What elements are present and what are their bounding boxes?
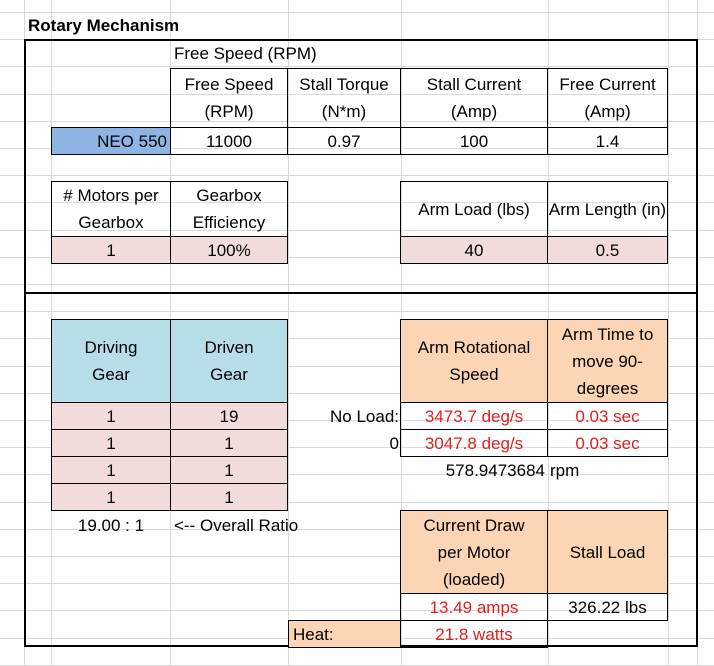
- no-load-label: No Load:: [330, 406, 399, 426]
- header-free-speed: Free Speed (RPM): [170, 68, 288, 128]
- driven-gear-input-2[interactable]: 1: [170, 429, 288, 457]
- arm-time-header: Arm Time to move 90-degrees: [547, 319, 668, 403]
- rpm-value: 578.9473684: [445, 460, 545, 480]
- current-draw-header: Current Draw per Motor (loaded): [400, 510, 548, 594]
- driving-gear-input-4[interactable]: 1: [51, 483, 171, 511]
- free-current-value[interactable]: 1.4: [547, 127, 668, 155]
- header-free-current: Free Current (Amp): [547, 68, 668, 128]
- arm-load-input[interactable]: 40: [400, 236, 548, 264]
- driving-gear-input-2[interactable]: 1: [51, 429, 171, 457]
- driven-gear-input-3[interactable]: 1: [170, 456, 288, 484]
- no-load-speed: 3473.7 deg/s: [400, 402, 548, 430]
- arm-length-label: Arm Length (in): [547, 181, 668, 237]
- current-draw-value: 13.49 amps: [400, 593, 548, 621]
- driven-gear-header: Driven Gear: [170, 319, 288, 403]
- arm-load-label: Arm Load (lbs): [400, 181, 548, 237]
- rpm-unit: rpm: [550, 460, 580, 480]
- overall-ratio-value: 19.00 : 1: [77, 515, 145, 535]
- gearbox-efficiency-input[interactable]: 100%: [170, 236, 288, 264]
- driving-gear-input-1[interactable]: 1: [51, 402, 171, 430]
- driven-gear-input-4[interactable]: 1: [170, 483, 288, 511]
- driving-gear-input-3[interactable]: 1: [51, 456, 171, 484]
- arm-length-input[interactable]: 0.5: [547, 236, 668, 264]
- header-stall-torque: Stall Torque (N*m): [287, 68, 401, 128]
- arm-speed-header: Arm Rotational Speed: [400, 319, 548, 403]
- stall-load-header: Stall Load: [547, 510, 668, 594]
- overall-ratio-label: <-- Overall Ratio: [174, 515, 299, 535]
- driven-gear-input-1[interactable]: 19: [170, 402, 288, 430]
- motors-per-gearbox-label: # Motors per Gearbox: [51, 181, 171, 237]
- header-stall-current: Stall Current (Amp): [400, 68, 548, 128]
- driving-gear-header: Driving Gear: [51, 319, 171, 403]
- heat-value: 21.8 watts: [400, 620, 548, 648]
- loaded-speed: 3047.8 deg/s: [400, 429, 548, 457]
- free-speed-banner: Free Speed (RPM): [174, 44, 317, 63]
- stall-torque-value[interactable]: 0.97: [287, 127, 401, 155]
- stall-current-value[interactable]: 100: [400, 127, 548, 155]
- stall-load-value: 326.22 lbs: [547, 593, 668, 621]
- free-speed-value[interactable]: 11000: [170, 127, 288, 155]
- motors-per-gearbox-input[interactable]: 1: [51, 236, 171, 264]
- loaded-label: 0: [389, 433, 399, 453]
- loaded-time: 0.03 sec: [547, 429, 668, 457]
- heat-label: Heat:: [288, 620, 401, 648]
- motor-name-cell[interactable]: NEO 550: [51, 127, 171, 155]
- no-load-time: 0.03 sec: [547, 402, 668, 430]
- gearbox-efficiency-label: Gearbox Efficiency: [170, 181, 288, 237]
- sheet-title: Rotary Mechanism: [28, 16, 180, 35]
